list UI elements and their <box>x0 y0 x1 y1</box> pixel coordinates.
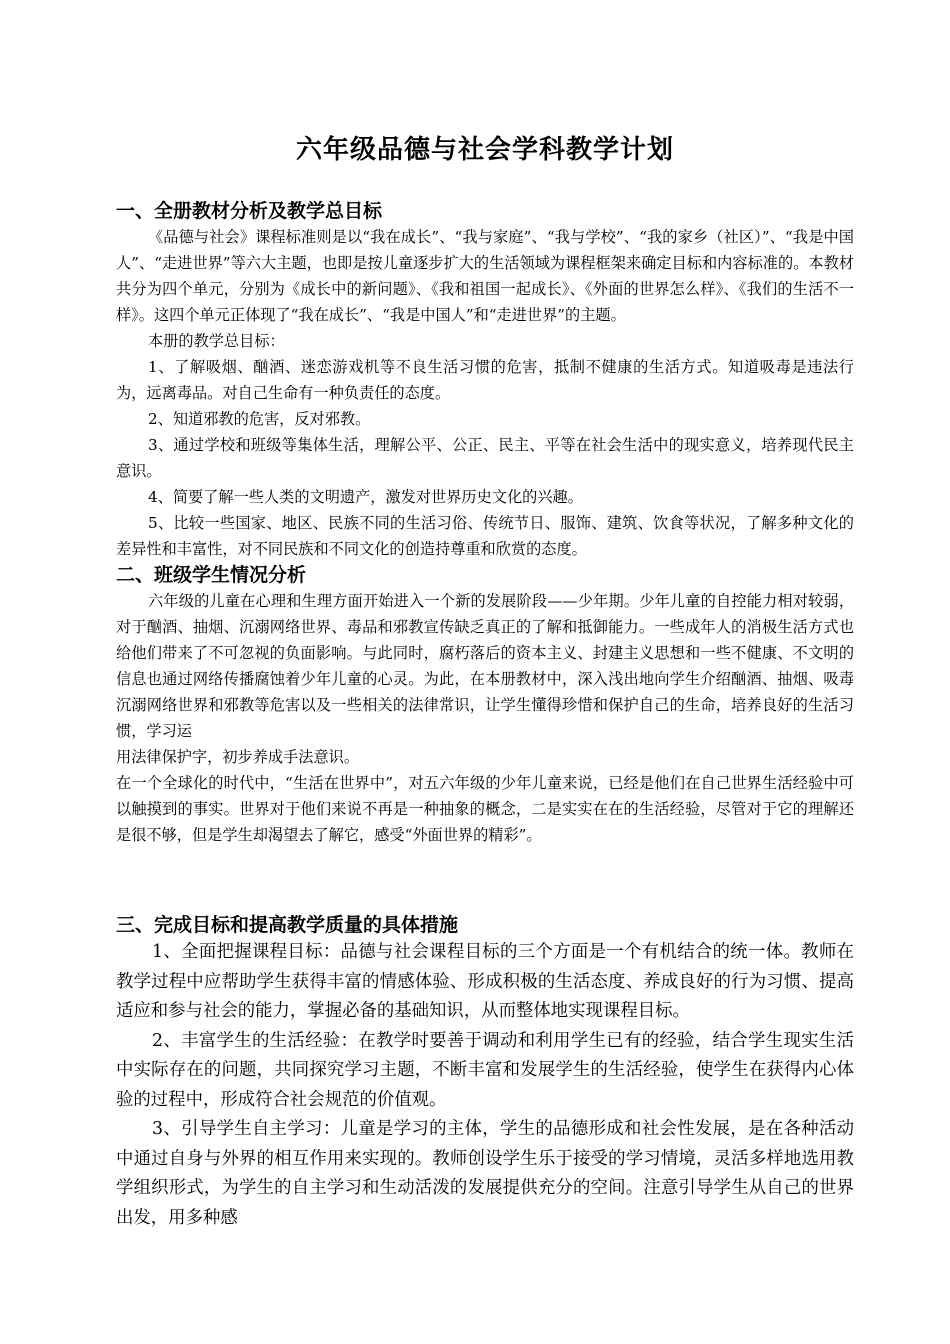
section-heading-1: 一、全册教材分析及教学总目标 <box>116 200 383 222</box>
document-title: 六年级品德与社会学科教学计划 <box>295 135 674 165</box>
paragraph: 1、全面把握课程目标：品德与社会课程目标的三个方面是一个有机结合的统一体。教师在教学过程中应帮助学生获得丰富的情感体验、形成积极的生活态度、养成良好的行为习惯、提高适应和参与社会的能力，掌握必备的基础知识，从而整体地实现课程目标。 <box>116 942 854 1021</box>
paragraph: 在一个全球化的时代中，“生活在世界中”，对五六年级的少年儿童来说，已经是他们在自己世界生活经验中可以触摸到的事实。世界对于他们来说不再是一种抽象的概念，二是实实在在的生活经验，尽管对于它的理解还是很不够，但是学生却渴望去了解它，感受“外面世界的精彩”。 <box>116 774 854 844</box>
paragraph: 六年级的儿童在心理和生理方面开始进入一个新的发展阶段——少年期。少年儿童的自控能力相对较弱，对于酗酒、抽烟、沉溺网络世界、毒品和邪教宣传缺乏真正的了解和抵御能力。一些成年人的消极生活方式也给他们带来了不可忽视的负面影响。与此同时，腐朽落后的资本主义、封建主义思想和一些不健康、不文明的信息也通过网络传播腐蚀着少年儿童的心灵。为此，在本册教材中，深入浅出地向学生介绍酗酒、抽烟、吸毒沉溺网络世界和邪教等危害以及一些相关的法律常识，让学生懂得珍惜和保护自己的生命，培养良好的生活习惯，学习运 <box>116 592 854 740</box>
paragraph: 本册的教学总目标： <box>148 332 285 350</box>
paragraph: 3、引导学生自主学习：儿童是学习的主体，学生的品德形成和社会性发展，是在各种活动中通过自身与外界的相互作用来实现的。教师创设学生乐于接受的学习情境，灵活多样地选用教学组织形式，为学生的自主学习和生动活泼的发展提供充分的空间。注意引导学生从自己的世界出发，用多种感 <box>116 1119 854 1228</box>
paragraph: 1、了解吸烟、酗酒、迷恋游戏机等不良生活习惯的危害，抵制不健康的生活方式。知道吸毒是违法行为，远离毒品。对自己生命有一种负责任的态度。 <box>116 358 854 402</box>
section-heading-2: 二、班级学生情况分析 <box>116 564 307 586</box>
paragraph: 2、丰富学生的生活经验：在教学时要善于调动和利用学生已有的经验，结合学生现实生活中实际存在的问题，共同探究学习主题，不断丰富和发展学生的生活经验，使学生在获得内心体验的过程中，形成符合社会规范的价值观。 <box>116 1030 854 1110</box>
paragraph: 3、通过学校和班级等集体生活，理解公平、公正、民主、平等在社会生活中的现实意义，培养现代民主意识。 <box>116 436 854 480</box>
section-3 <box>116 912 854 1233</box>
paragraph: 《品德与社会》课程标准则是以“我在成长”、“我与家庭”、“我与学校”、“我的家乡（社区）”、“我是中国人”、“走进世界”等六大主题，也即是按儿童逐步扩大的生活领域为课程框架来确定目标和内容标准的。本教材共分为四个单元，分别为《成长中的新问题》、《我和祖国一起成长》、《外面的世界怎么样》、《我们的生活不一样》。这四个单元正体现了“我在成长”、“我是中国人”和“走进世界”的主题。 <box>116 228 854 324</box>
paragraph: 用法律保护字，初步养成手法意识。 <box>116 748 359 766</box>
paragraph: 2、知道邪教的危害，反对邪教。 <box>148 410 371 428</box>
section-1-and-2 <box>116 198 854 848</box>
paragraph: 5、比较一些国家、地区、民族不同的生活习俗、传统节日、服饰、建筑、饮食等状况，了解多种文化的差异性和丰富性，对不同民族和不同文化的创造持尊重和欣赏的态度。 <box>116 514 854 558</box>
section-heading-3: 三、完成目标和提高教学质量的具体措施 <box>116 914 459 936</box>
paragraph: 4、简要了解一些人类的文明遗产，激发对世界历史文化的兴趣。 <box>148 488 583 506</box>
